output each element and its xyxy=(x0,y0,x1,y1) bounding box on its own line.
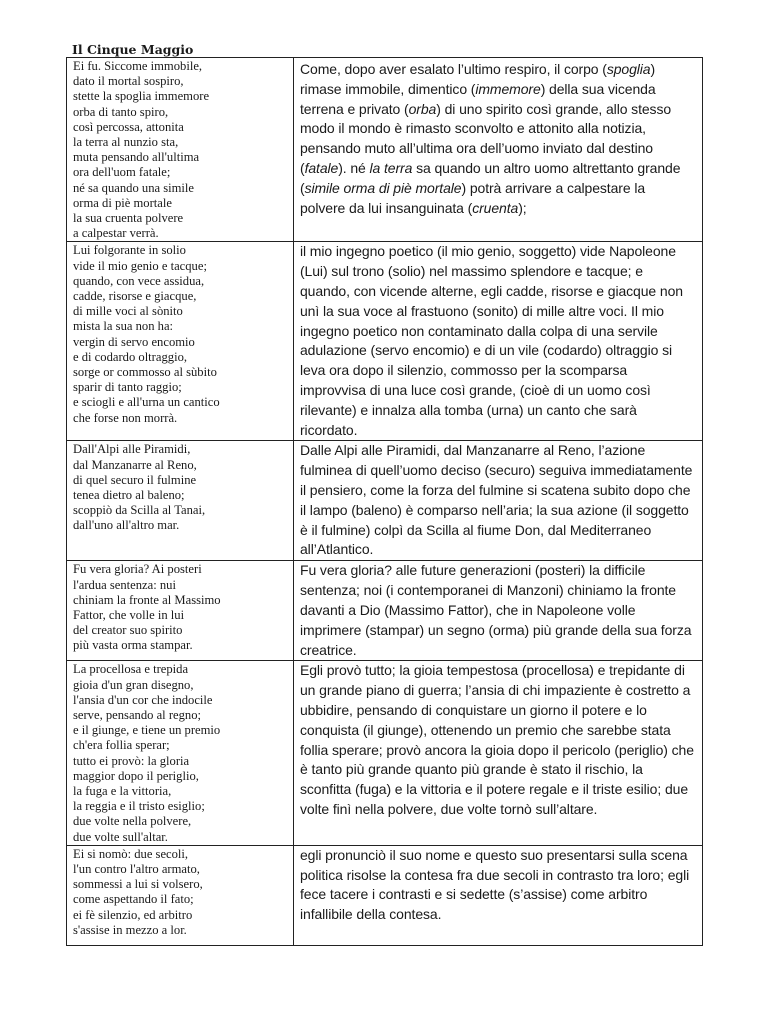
table-row xyxy=(67,58,703,242)
table-row xyxy=(67,242,703,441)
paraphrase-text: il mio ingegno poetico (il mio genio, soggetto) vide Napoleone (Lui) sul trono (solio) nel massimo splendore e tacque; e quando, con vicende alterne, egli cadde, risorse e giacque non unì la sua voce al frastuono (sonito) di mille altre voci. Il mio ingegno poetico non contaminato dalla colpa di una servile adulazione (servo encomio) e di un vile (codardo) oltraggio si leva ora dopo il silenzio, commosso per la scomparsa improvvisa di una luce così grande, (cioè di un uomo così rilevante) e innalza alla tomba (urna) un canto che sarà ricordato. xyxy=(300,243,683,438)
paraphrase-text: Fu vera gloria? alle future generazioni (posteri) la difficile sentenza; noi (i contemporanei di Manzoni) chiniamo la fronte davanti a Dio (Massimo Fattor), che in Napoleone volle imprimere (stampar) un segno (orma) più grande della sua forza creatrice. xyxy=(300,562,692,658)
verse-text: La procellosa e trepida gioia d'un gran disegno, l'ansia d'un cor che indocile serve, pensando al regno; e il giunge, e tiene un premio ch'era follia sperar; tutto ei provò: la gloria maggior dopo il periglio, la fuga e la vittoria, la reggia e il tristo esiglio; due volte nella polvere, due volte sull'altar. xyxy=(73,662,221,844)
paraphrase-text: Dalle Alpi alle Piramidi, dal Manzanarre al Reno, l’azione fulminea di quell’uomo deciso (securo) seguiva immediatamente il pensiero, come la forza del fulmine si scatena subito dopo che il lampo (baleno) è comparso nell’aria; la sua azione (il soggetto è il fulmine) colpì da Scilla al fiume Don, dal Mediterraneo all’Atlantico. xyxy=(300,442,693,558)
paraphrase-cell xyxy=(294,58,703,242)
table-row xyxy=(67,441,703,561)
table-row xyxy=(67,561,703,661)
verse-cell xyxy=(67,561,294,661)
verse-text: Fu vera gloria? Ai posteri l'ardua sentenza: nui chiniam la fronte al Massimo Fattor, che volle in lui del creator suo spirito più vasta orma stampar. xyxy=(73,562,221,653)
paraphrase-cell xyxy=(294,561,703,661)
verse-text: Ei fu. Siccome immobile, dato il mortal sospiro, stette la spoglia immemore orba di tanto spiro, così percossa, attonita la terra al nunzio sta, muta pensando all'ultima ora dell'uom fatale; né sa quando una simile orma di piè mortale la sua cruenta polvere a calpestar verrà. xyxy=(73,59,210,241)
paraphrase-cell xyxy=(294,845,703,945)
verse-cell xyxy=(67,661,294,845)
paraphrase-text: egli pronunciò il suo nome e questo suo presentarsi sulla scena politica risolse la contesa fra due secoli in contrasto tra loro; egli fece tacere i contrasti e si sedette (s’assise) come arbitro infallibile della contesa. xyxy=(300,846,690,923)
verse-cell xyxy=(67,845,294,945)
paraphrase-text: Egli provò tutto; la gioia tempestosa (procellosa) e trepidante di un grande piano di guerra; l’ansia di chi impaziente è costretto a ubbidire, pensando di conquistare un giorno il potere e lo conquista (il giunge), ottenendo un premio che sarebbe stata follia sperare; provò ancora la gioia dopo il pericolo (periglio) che è tanto più grande quanto più grande è stato il rischio, la sconfitta (fuga) e la vittoria e il potere regale e il triste esilio; due volte finì nella polvere, due volte tornò sull’altare. xyxy=(300,662,694,817)
verse-text: Ei si nomò: due secoli, l'un contro l'altro armato, sommessi a lui si volsero, come aspettando il fato; ei fè silenzio, ed arbitro s'assise in mezzo a lor. xyxy=(73,846,203,937)
verse-cell xyxy=(67,58,294,242)
paraphrase-cell xyxy=(294,661,703,845)
table-row xyxy=(67,845,703,945)
poem-table xyxy=(66,57,703,946)
verse-cell xyxy=(67,242,294,441)
verse-cell xyxy=(67,441,294,561)
verse-text: Dall'Alpi alle Piramidi, dal Manzanarre al Reno, di quel securo il fulmine tenea dietro al baleno; scoppiò da Scilla al Tanai, dall'uno all'altro mar. xyxy=(73,442,206,533)
table-row xyxy=(67,661,703,845)
paraphrase-cell xyxy=(294,441,703,561)
page-title: Il Cinque Maggio xyxy=(72,42,194,57)
paraphrase-cell xyxy=(294,242,703,441)
verse-text: Lui folgorante in solio vide il mio genio e tacque; quando, con vece assidua, cadde, risorse e giacque, di mille voci al sònito mista la sua non ha: vergin di servo encomio e di codardo oltraggio, sorge or commosso al sùbito sparir di tanto raggio; e sciogli e all'urna un cantico che forse non morrà. xyxy=(73,243,220,425)
paraphrase-text: Come, dopo aver esalato l’ultimo respiro, il corpo (spoglia) rimase immobile, dimentico (immemore) della sua vicenda terrena e privato (orba) di uno spirito così grande, allo stesso modo il mondo è rimasto sconvolto e attonito alla notizia, pensando muto all’ultima ora dell’uomo inviato dal destino (fatale). né la terra sa quando un altro uomo altrettanto grande (simile orma di piè mortale) potrà arrivare a calpestare la polvere da lui insanguinata (cruenta); xyxy=(300,61,681,216)
